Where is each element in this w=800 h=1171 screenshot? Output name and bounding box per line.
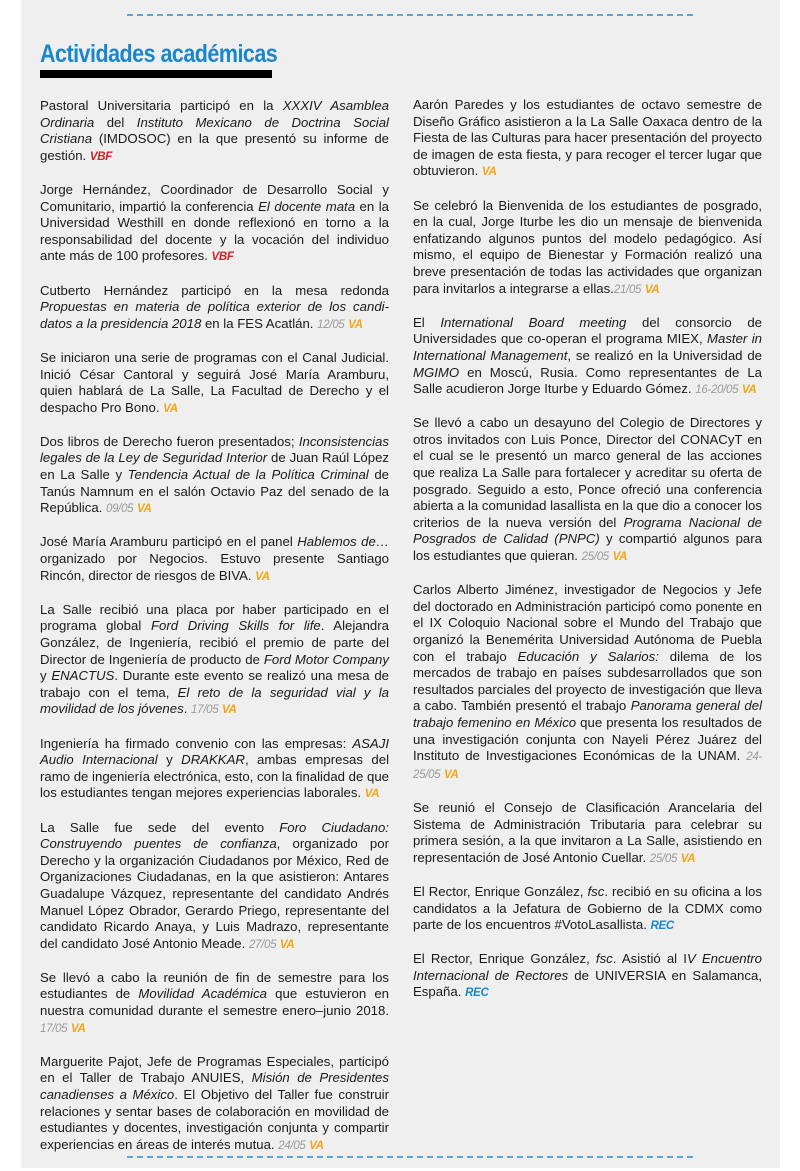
title-underline-bar bbox=[40, 70, 272, 78]
body-text: Se reunió el Consejo de Clasificación Arancelaria del Sistema de Administración Tributaria para celebrar su primera sesión, a la que invitaron a La Salle, asistiendo en representación de José Antonio Cuellar. bbox=[413, 799, 762, 865]
italic-text: El docente mata bbox=[258, 198, 356, 214]
body-text: . Durante este evento se realizó una mesa de trabajo con el tema, bbox=[40, 668, 389, 700]
body-text: . bbox=[183, 701, 192, 717]
italic-text: fsc bbox=[595, 951, 613, 967]
news-item bbox=[413, 582, 762, 783]
body-text: El Rector, Enrique González, bbox=[413, 951, 596, 967]
news-item bbox=[40, 602, 389, 719]
italic-text: Ford Motor Company bbox=[263, 651, 389, 667]
italic-text: Propuestas en materia de política exterior de los candidatos a la presidencia 2018 bbox=[40, 299, 389, 331]
news-item bbox=[40, 736, 389, 803]
italic-text: fsc bbox=[587, 883, 605, 899]
body-text: . Alejandra González, de Ingeniería, recibió el premio de parte del Director de Ingeniería de producto de bbox=[40, 618, 389, 667]
body-text: Pastoral Universitaria participó en la bbox=[40, 98, 283, 113]
news-item bbox=[40, 182, 389, 266]
body-text: José María Aramburu participó en el panel bbox=[40, 534, 298, 550]
source-tag: VA bbox=[644, 283, 660, 296]
body-text: Dos libros de Derecho fueron presentados; bbox=[40, 433, 299, 449]
item-date: 17/05 bbox=[40, 1022, 68, 1035]
body-text: del bbox=[94, 114, 137, 130]
body-text: Se iniciaron una serie de programas con el Canal Judicial. Inició César Cantoral y seguirá José María Aramburu, quien hablará de La Salle, La Facultad de Derecho y el despacho Pro Bono. bbox=[40, 349, 389, 415]
item-date: 25/05 bbox=[581, 551, 609, 564]
italic-text: Hablemos de… bbox=[297, 534, 390, 550]
news-item bbox=[40, 820, 389, 954]
italic-text: Inconsistencias legales de la Ley de Seguridad Interior bbox=[40, 433, 389, 466]
top-dashed-divider bbox=[127, 14, 693, 16]
italic-text: XXXIV Asamblea Ordinaria bbox=[40, 98, 389, 130]
body-text: Ingeniería ha firmado convenio con las empresas: bbox=[40, 735, 353, 751]
item-date: 24/05 bbox=[278, 1139, 306, 1152]
left-column bbox=[40, 98, 389, 1171]
source-tag: VA bbox=[309, 1139, 324, 1152]
section-title: Actividades académicas bbox=[40, 40, 278, 68]
item-date: 27/05 bbox=[248, 938, 277, 951]
italic-text: Programa Nacional de Posgrados de Calidad (PNPC) bbox=[413, 514, 763, 547]
body-text: en la Universidad Westhill en donde reflexionó en torno a la responsabilidad del docente y la vocación del individuo ante más de 100 profesores. bbox=[40, 198, 389, 264]
italic-text: El reto de la seguridad vial y la movilidad de los jóvenes bbox=[40, 684, 389, 717]
news-item bbox=[40, 350, 389, 417]
news-item bbox=[413, 198, 762, 299]
body-text: La Salle fue sede del evento bbox=[40, 819, 280, 835]
body-text: , se realizó en la Universidad de bbox=[567, 347, 762, 363]
item-date: 12/05 bbox=[317, 318, 345, 331]
item-date: 17/05 bbox=[191, 704, 219, 717]
body-text: La Salle recibió una placa por haber participado en el programa global bbox=[40, 601, 389, 634]
body-text: en Moscú, Rusia. Como representantes de La Salle acudieron Jorge Iturbe y Eduardo Gómez. bbox=[413, 364, 762, 397]
body-text: de UNIVERSIA en Salamanca, España. bbox=[413, 967, 762, 1000]
italic-text: Foro Ciudadano: Construyendo puentes de confianza bbox=[40, 819, 389, 852]
italic-text: Ford Driving Skills for life bbox=[150, 618, 321, 634]
body-text: que presenta los resultados de una investigación conjunta con Nayeli Pérez Juárez del Instituto de Investigaciones Económicas de la UNAM. bbox=[413, 714, 762, 764]
source-tag: VA bbox=[364, 788, 380, 801]
italic-text: V Encuentro Internacional de Rectores bbox=[413, 951, 762, 983]
source-tag: VBF bbox=[89, 150, 112, 163]
source-tag: VA bbox=[136, 503, 152, 516]
italic-text: S bbox=[501, 465, 511, 481]
body-text: y bbox=[157, 752, 182, 768]
body-text: de Tanús Namnum en el salón Octavio Paz del senado de la República. bbox=[40, 467, 389, 516]
item-date: 24-25/05 bbox=[413, 751, 762, 781]
italic-text: Panorama general del trabajo femenino en México bbox=[413, 698, 763, 730]
news-item bbox=[40, 434, 389, 518]
source-tag: VA bbox=[481, 166, 497, 179]
body-text: . Asistió al I bbox=[612, 951, 687, 967]
news-item bbox=[40, 534, 389, 585]
italic-text: DRAKKAR bbox=[181, 752, 245, 768]
body-text: Cutberto Hernández participó en la mesa redonda bbox=[40, 282, 389, 298]
body-text: (IMDOSOC) en la que presentó su informe de gestión. bbox=[40, 131, 389, 163]
source-tag: VA bbox=[348, 318, 363, 331]
source-tag: VA bbox=[612, 551, 628, 564]
body-text: . El Objetivo del Taller fue construir relaciones y sentar bases de colaboración en movilidad de estudiantes y docentes, investigación conjunta y compartir experiencias en áreas de interés mutua. bbox=[40, 1087, 389, 1152]
italic-text: MGIMO bbox=[413, 364, 460, 380]
italic-text: Misión de Presidentes canadienses a México bbox=[40, 1070, 389, 1103]
italic-text: Instituto Mexicano de Doctrina Social Cristiana bbox=[40, 114, 389, 147]
body-text: . recibió en su oficina a los candidatos a la Jefatura de Gobierno de la CDMX como parte de los encuentros #VotoLasallista. bbox=[413, 883, 762, 933]
italic-text: Educación y Salarios: bbox=[517, 648, 659, 664]
news-item bbox=[40, 970, 389, 1037]
right-column bbox=[413, 97, 762, 1019]
news-item bbox=[40, 98, 389, 165]
body-text: Aarón Paredes y los estudiantes de octavo semestre de Diseño Gráfico asistieron a la La Salle Oaxaca dentro de la Fiesta de las Culturas para hacer presentación del proyecto de imagen de esta fiesta, y para recoger el tercer lugar que obtuvieron. bbox=[413, 97, 762, 179]
source-tag: VA bbox=[255, 570, 270, 583]
body-text: que estuvieron en nuestra comunidad durante el semestre enero–junio 2018. bbox=[40, 986, 389, 1019]
body-text: de Juan Raúl López en La Salle y bbox=[40, 450, 389, 483]
body-text: Se celebró la Bienvenida de los estudiantes de posgrado, en la cual, Jorge Iturbe les dio un mensaje de bienvenida enfatizando algunos puntos del modelo pedagógico. Así mismo, el equipo de Bienestar y Formación realizó una breve presentación de todas las actividades que organizan para invitarlos a integrarse a ellas. bbox=[413, 197, 762, 296]
news-item bbox=[40, 1054, 389, 1155]
body-text: , organizado por Derecho y la organización Ciudadanos por México, Red de Organizaciones Ciudadanas, en la que asistieron: Antares Guadalupe Vázquez, representante del candidato Andrés Manuel López Obrador, Gerardo Priego, representante del candidato Ricardo Anaya, y Luis Madrazo, representante del candidato José Antonio Meade. bbox=[40, 836, 389, 951]
body-text: Se llevó a cabo un desayuno del Colegio de Directores y otros invitados con Luis Ponce, Director del CONACyT en el cual se le presentó un marco general de las acciones que realiza La bbox=[413, 415, 762, 481]
news-item bbox=[40, 283, 389, 334]
source-tag: REC bbox=[650, 920, 674, 933]
body-text: Se llevó a cabo la reunión de fin de semestre para los estudiantes de bbox=[40, 969, 389, 1002]
news-item bbox=[413, 97, 762, 181]
italic-text: Master in International Management bbox=[413, 331, 762, 363]
italic-text: International Board meeting bbox=[440, 314, 627, 330]
body-text: Marguerite Pajot, Jefe de Programas Especiales, participó en el Taller de Trabajo ANUIES, bbox=[40, 1053, 389, 1086]
body-text: El bbox=[413, 314, 441, 330]
source-tag: VA bbox=[70, 1022, 86, 1035]
source-tag: VA bbox=[163, 402, 178, 415]
news-item bbox=[413, 951, 762, 1002]
italic-text: Movilidad Académica bbox=[138, 986, 268, 1002]
item-date: 21/05 bbox=[613, 283, 642, 296]
source-tag: VA bbox=[221, 704, 237, 717]
news-item bbox=[413, 415, 762, 565]
italic-text: Tendencia Actual de la Política Criminal bbox=[127, 467, 369, 483]
body-text: en la FES Acatlán. bbox=[201, 315, 318, 331]
body-text: El Rector, Enrique González, bbox=[413, 883, 588, 899]
source-tag: VBF bbox=[211, 251, 234, 264]
body-text: del consorcio de Universidades que co-operan el programa MIEX, bbox=[413, 314, 762, 347]
item-date: 09/05 bbox=[105, 503, 134, 516]
news-item bbox=[413, 315, 762, 399]
body-text: dilema de los mercados de trabajo en países subdesarrollados que son resultados parciales del proyecto de investigación que lleva a cabo. También presentó el trabajo bbox=[413, 648, 762, 714]
source-tag: REC bbox=[465, 987, 489, 1000]
body-text: y bbox=[40, 668, 52, 684]
news-item bbox=[413, 800, 762, 867]
item-date: 16-20/05 bbox=[695, 384, 739, 397]
source-tag: VA bbox=[279, 938, 295, 951]
body-text: alle para fortalecer y acreditar su oferta de posgrado. Seguido a esto, Ponce ofreció una conferencia abierta a la comunidad lasallista en la que dio a conocer los criterios de la nueva versión del bbox=[413, 465, 763, 530]
bottom-dashed-divider bbox=[127, 1156, 693, 1158]
body-text: organizado por Negocios. Estuvo presente Santiago Rincón, director de riesgos de BIVA. bbox=[40, 551, 389, 583]
body-text: y compartió algunos para los estudiantes que quieran. bbox=[413, 531, 762, 564]
item-date: 25/05 bbox=[649, 852, 678, 865]
body-text: , ambas empresas del ramo de ingeniería electrónica, esto, con la finalidad de que los estudiantes tengan mejores experiencias laborales. bbox=[40, 752, 390, 801]
source-tag: VA bbox=[443, 768, 459, 781]
source-tag: VA bbox=[680, 852, 696, 865]
italic-text: ASAJI Audio Internacional bbox=[40, 735, 389, 768]
news-item bbox=[413, 884, 762, 935]
body-text: Jorge Hernández, Coordinador de Desarrollo Social y Comunitario, impartió la conferencia bbox=[40, 181, 389, 214]
body-text: Carlos Alberto Jiménez, investigador de Negocios y Jefe del doctorado en Administración participó como ponente en el IX Coloquio Nacional sobre el Mundo del Trabajo que organizó la Benemérita Universidad Autónoma de Puebla con el trabajo bbox=[413, 582, 762, 664]
source-tag: VA bbox=[741, 384, 757, 397]
italic-text: ENACTUS bbox=[51, 668, 115, 684]
